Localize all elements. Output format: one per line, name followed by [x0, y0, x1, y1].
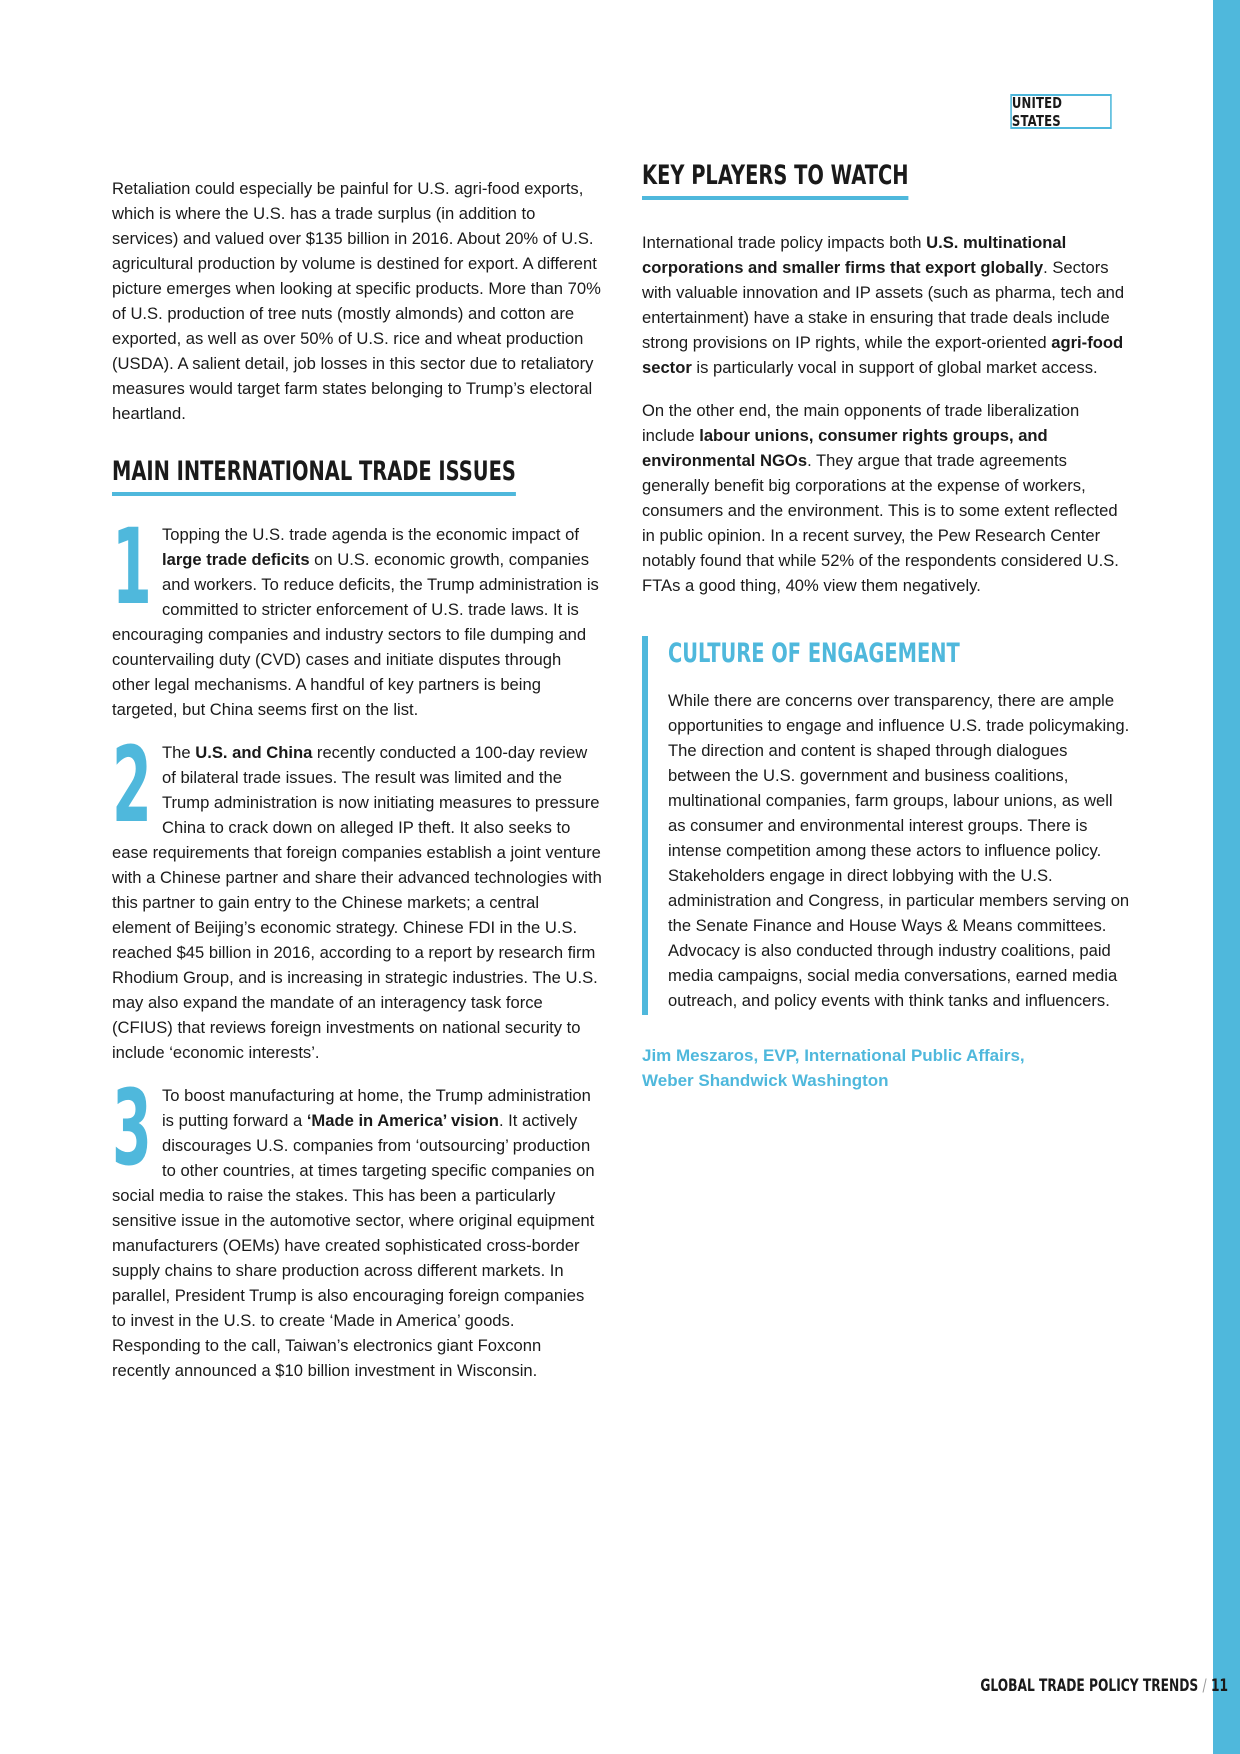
- key-players-paragraph-2: On the other end, the main opponents of trade liberalization include labour unions, consumer rights groups, and environmental NGOs. They argue that trade agreements generally benefit big corporations at the expense of workers, consumers and the environment. This is to some extent reflected in public opinion. In a recent survey, the Pew Research Center notably found that while 52% of the respondents considered U.S. FTAs a good thing, 40% view them negatively.: [642, 401, 1119, 595]
- drop-number-2: 2: [112, 724, 152, 846]
- trade-issue-1-text-pre: Topping the U.S. trade agenda is the economic impact of: [162, 525, 579, 544]
- section-heading-trade-issues: MAIN INTERNATIONAL TRADE ISSUES: [112, 454, 516, 496]
- trade-issue-2-bold: U.S. and China: [195, 743, 313, 762]
- trade-issue-3-bold: ‘Made in America’ vision: [306, 1111, 499, 1130]
- drop-number-1: 1: [112, 506, 152, 628]
- page-number: 11: [1211, 1676, 1229, 1696]
- culture-of-engagement-title: CULTURE OF ENGAGEMENT: [668, 638, 960, 669]
- accent-side-bar: [1213, 0, 1240, 1754]
- section-heading-wrap: [112, 454, 602, 504]
- trade-issue-2-text-post: recently conducted a 100-day review of bilateral trade issues. The result was limited and the Trump administration is now initiating measures to pressure China to crack down on alleged IP theft. It also seeks to ease requirements that foreign companies establish a joint venture with a Chinese partner and share their advanced technologies with this partner to gain entry to the Chinese markets; a central element of Beijing’s economic strategy. Chinese FDI in the U.S. reached $45 billion in 2016, according to a report by research firm Rhodium Group, and is increasing in strategic industries. The U.S. may also expand the mandate of an interagency task force (CFIUS) that reviews foreign investments on national security to include ‘economic interests’.: [112, 743, 602, 1062]
- attribution-line-1: Jim Meszaros, EVP, International Public Affairs,: [642, 1046, 1025, 1065]
- section-heading-key-players: KEY PLAYERS TO WATCH: [642, 158, 909, 200]
- right-column: [642, 158, 1132, 1093]
- intro-paragraph: Retaliation could especially be painful for U.S. agri-food exports, which is where the U.S. has a trade surplus (in addition to services) and valued over $135 billion in 2016. About 20% of U.S. agricultural production by volume is destined for export. A different picture emerges when looking at specific products. More than 70% of U.S. production of tree nuts (mostly almonds) and cotton are exported, as well as over 50% of U.S. rice and wheat production (USDA). A salient detail, job losses in this sector due to retaliatory measures would target farm states belonging to Trump’s electoral heartland.: [112, 179, 601, 423]
- trade-issue-3-text-post: . It actively discourages U.S. companies from ‘outsourcing’ production to other countries, at times targeting specific companies on social media to raise the stakes. This has been a particularly sensitive issue in the automotive sector, where original equipment manufacturers (OEMs) have created sophisticated cross-border supply chains to share production across different markets. In parallel, President Trump is also encouraging foreign companies to invest in the U.S. to create ‘Made in America’ goods. Responding to the call, Taiwan’s electronics giant Foxconn recently announced a $10 billion investment in Wisconsin.: [112, 1111, 595, 1380]
- footer-publication-title: GLOBAL TRADE POLICY TRENDS: [980, 1676, 1199, 1696]
- culture-of-engagement-body: While there are concerns over transparency, there are ample opportunities to engage and influence U.S. trade policymaking. The direction and content is shaped through dialogues between the U.S. government and business coalitions, multinational companies, farm groups, labour unions, as well as consumer and environmental interest groups. There is intense competition among these actors to influence policy. Stakeholders engage in direct lobbying with the U.S. administration and Congress, in particular members serving on the Senate Finance and House Ways & Means committees. Advocacy is also conducted through industry coalitions, paid media campaigns, social media conversations, earned media outreach, and policy events with think tanks and influencers.: [668, 691, 1130, 1010]
- drop-number-3: 3: [112, 1067, 152, 1189]
- trade-issue-2-text-pre: The: [162, 743, 196, 762]
- page-footer: [884, 1676, 1229, 1696]
- trade-issue-3: [112, 1067, 602, 1383]
- trade-issue-1-text-post: on U.S. economic growth, companies and workers. To reduce deficits, the Trump administration is committed to stricter enforcement of U.S. trade laws. It is encouraging companies and industry sectors to file dumping and countervailing duty (CVD) cases and initiate disputes through other legal mechanisms. A handful of key partners is being targeted, but China seems first on the list.: [112, 550, 599, 719]
- trade-issue-2: [112, 724, 602, 1065]
- left-column: [112, 176, 602, 1401]
- country-tag: UNITED STATES: [1010, 94, 1111, 129]
- trade-issue-1-bold: large trade deficits: [162, 550, 310, 569]
- culture-of-engagement-box: [642, 636, 1132, 1015]
- footer-separator: /: [1202, 1676, 1207, 1696]
- attribution-line-2: Weber Shandwick Washington: [642, 1071, 889, 1090]
- trade-issue-1: [112, 506, 602, 722]
- quote-attribution: [642, 1043, 1132, 1093]
- key-players-paragraph-1: International trade policy impacts both U.S. multinational corporations and smaller firms that export globally. Sectors with valuable innovation and IP assets (such as pharma, tech and entertainment) have a stake in ensuring that trade deals include strong provisions on IP rights, while the export-oriented agri-food sector is particularly vocal in support of global market access.: [642, 233, 1125, 377]
- trade-issue-3-text-pre: To boost manufacturing at home, the Trump administration is putting forward a: [162, 1086, 591, 1130]
- section-heading-wrap: [642, 158, 1132, 208]
